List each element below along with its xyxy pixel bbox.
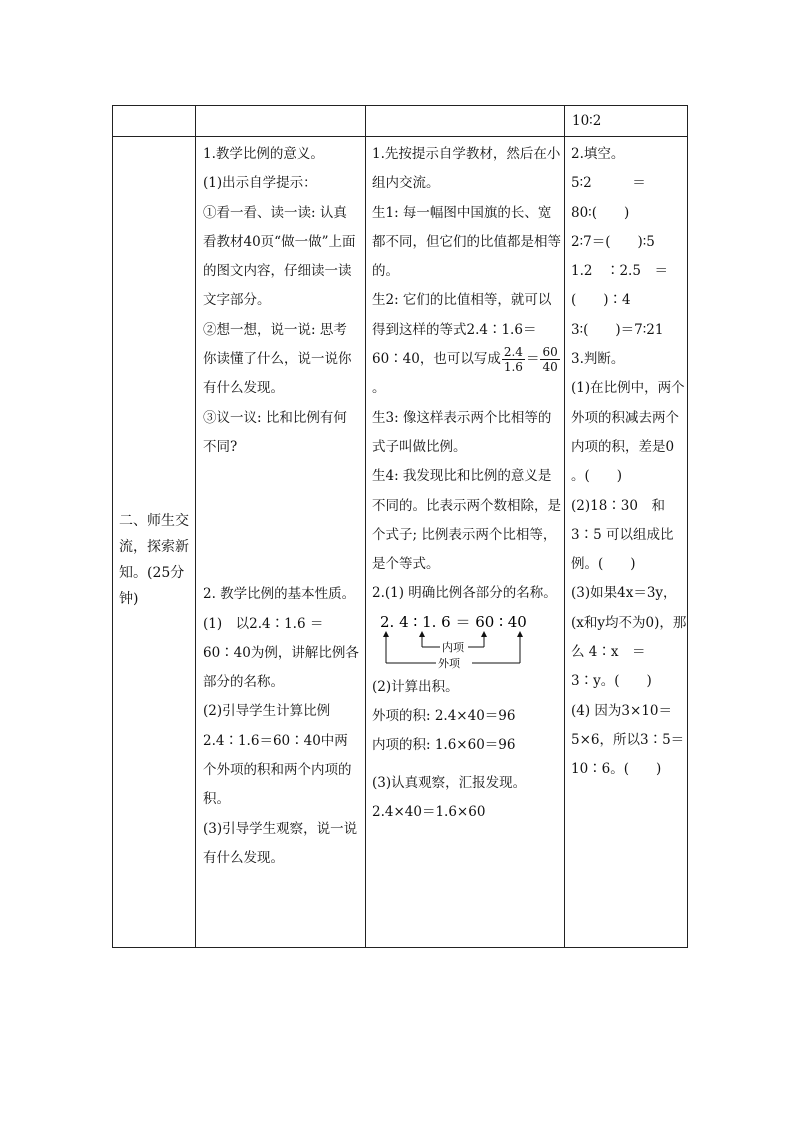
lesson-plan-table xyxy=(112,105,688,948)
fill-item-2: 2∶7＝( )∶5 xyxy=(571,233,655,250)
student-s2 xyxy=(372,286,563,403)
spacer xyxy=(372,761,563,769)
student-s2-text: 生2: 它们的比值相等，就可以得到这样的等式2.4∶1.6＝60∶40，也可以写成 xyxy=(372,292,552,368)
row-divider xyxy=(113,136,687,137)
exercise-column xyxy=(569,140,687,785)
teacher-item1-sub1: (1)出示自学提示： xyxy=(203,175,317,192)
judge-item-2: (2)18∶30 和3∶5 可以组成比例。( ) xyxy=(571,497,674,573)
judge-item-3: (3)如果4x＝3y，(x和y均不为0)，那么 4∶x ＝3∶y。( ) xyxy=(571,585,687,690)
period: 。 xyxy=(372,380,386,397)
fraction-2-4-over-1-6 xyxy=(502,345,525,374)
student-item2-1: 2.(1) 明确比例各部分的名称。 xyxy=(372,585,557,602)
equals-sign: ＝ xyxy=(525,351,540,368)
teacher-activities-column xyxy=(202,140,360,873)
judge-item-4: (4) 因为3×10＝5×6，所以3∶5＝10∶6。( ) xyxy=(571,702,685,778)
teacher-item1-point2: ②想一想，说一说: 思考你读懂了什么，说一说你有什么发现。 xyxy=(203,321,352,397)
fill-item-3: 1.2 ∶2.5 ＝( )∶4 xyxy=(571,263,668,309)
student-inner-product: 内项的积: 1.6×60＝96 xyxy=(372,737,516,754)
column-divider-3 xyxy=(564,106,565,947)
student-s1: 生1: 每一幅图中国旗的长、宽都不同，但它们的比值都是相等的。 xyxy=(372,204,561,280)
student-item1: 1.先按提示自学教材，然后在小组内交流。 xyxy=(372,146,561,192)
column-divider-1 xyxy=(195,106,196,947)
proportion-terms-diagram xyxy=(380,613,550,671)
outer-terms-label: 外项 xyxy=(438,656,460,670)
arrow-up-icon xyxy=(383,631,389,637)
arrow-up-icon xyxy=(419,631,425,637)
student-item2-3-equation: 2.4×40＝1.6×60 xyxy=(372,803,486,820)
fraction-denominator: 1.6 xyxy=(503,360,523,375)
spacer xyxy=(203,462,360,580)
student-item2-2: (2)计算出积。 xyxy=(372,678,459,695)
teacher-item2-sub1: (1) 以2.4∶1.6 ＝60∶40为例，讲解比例各部分的名称。 xyxy=(203,615,359,691)
teacher-item2-sub2: (2)引导学生计算比例2.4∶1.6＝60∶40中两个外项的积和两个内项的积。 xyxy=(203,703,352,808)
teacher-item1-point1: ①看一看、读一读: 认真看教材40页“做一做”上面的图文内容，仔细读一读文字部分。 xyxy=(203,204,356,309)
column-divider-2 xyxy=(365,106,366,947)
arrow-up-icon xyxy=(481,631,487,637)
fill-title: 2.填空。 xyxy=(571,146,625,162)
judge-title: 3.判断。 xyxy=(571,351,625,368)
student-item2-3: (3)认真观察，汇报发现。 xyxy=(372,774,527,791)
judge-item-1: (1)在比例中，两个外项的积减去两个内项的积，差是0 。( ) xyxy=(571,380,685,485)
student-outer-product: 外项的积: 2.4×40＝96 xyxy=(372,708,516,725)
fraction-numerator: 2.4 xyxy=(503,345,523,360)
fraction-numerator: 60 xyxy=(542,345,558,360)
top-row-col4-text: 10∶2 xyxy=(572,113,602,129)
fraction-60-over-40 xyxy=(540,345,559,374)
fraction-denominator: 40 xyxy=(542,360,558,375)
student-s4: 生4: 我发现比和比例的意义是不同的。比表示两个数相除，是个式子; 比例表示两个比相等，是个等式。 xyxy=(372,468,561,573)
student-activities-column xyxy=(371,140,563,827)
teacher-item1-title: 1.教学比例的意义。 xyxy=(203,146,324,162)
stage-label: 二、师生交流，探索新知。(25分钟) xyxy=(119,513,189,607)
fill-item-1: 5∶2 ＝80∶( ) xyxy=(571,175,646,221)
student-s3: 生3: 像这样表示两个比相等的式子叫做比例。 xyxy=(372,409,552,455)
inner-terms-label: 内项 xyxy=(442,640,464,654)
teacher-item1-point3: ③议一议: 比和比例有何不同? xyxy=(203,409,347,455)
teacher-item2-sub3: (3)引导学生观察，说一说有什么发现。 xyxy=(203,820,358,866)
diagram-equation: 2. 4 ∶ 1. 6 ＝ 60 ∶ 40 xyxy=(380,612,527,631)
fill-item-4: 3∶( )＝7∶21 xyxy=(571,321,664,338)
arrow-up-icon xyxy=(517,631,523,637)
teacher-item2-title: 2. 教学比例的基本性质。 xyxy=(203,586,356,603)
